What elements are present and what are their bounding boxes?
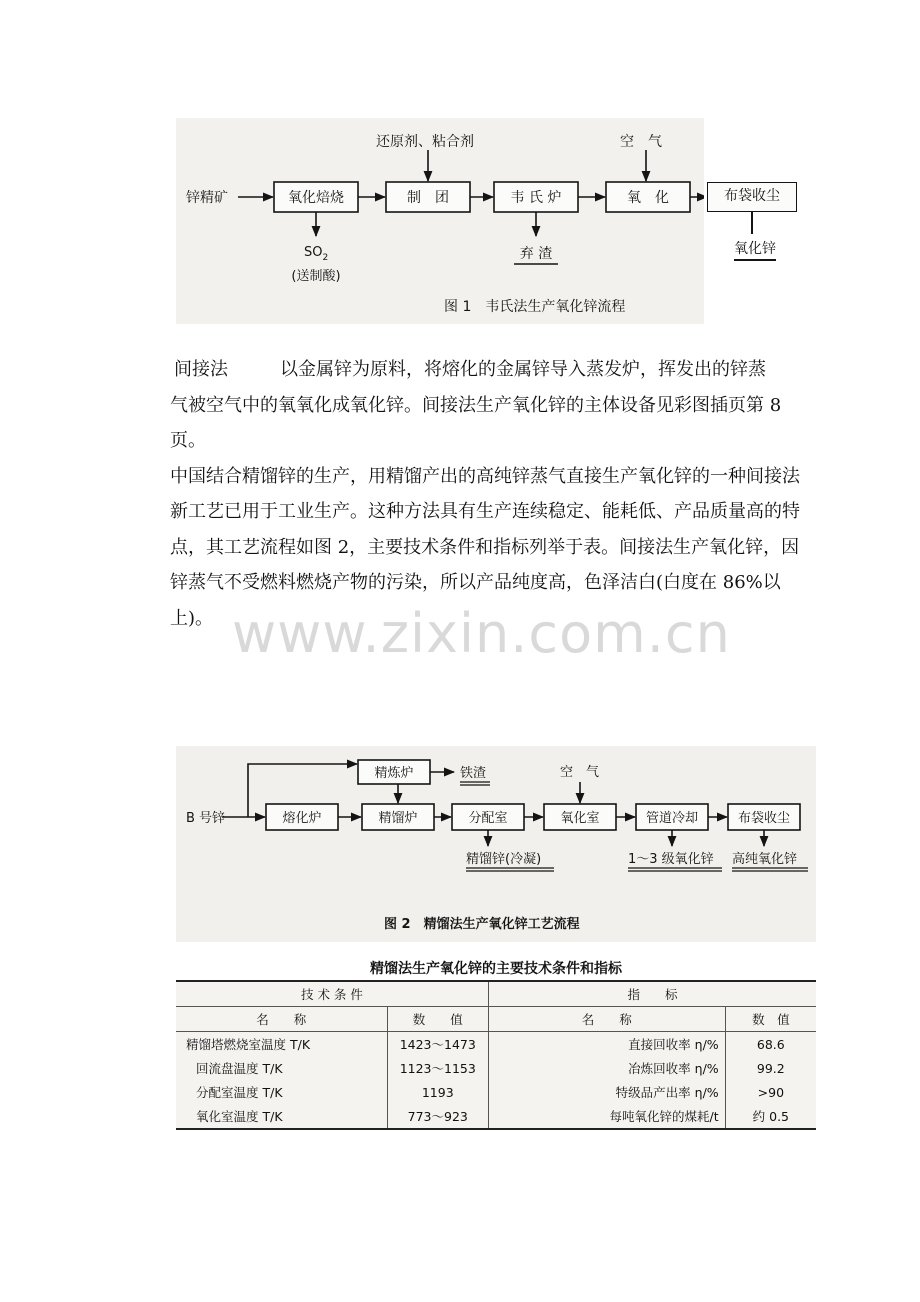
table-cell: >90 xyxy=(757,1084,785,1100)
watermark: www.zixin.com.cn xyxy=(232,602,731,665)
output-rectified-zinc: 精馏锌(冷凝) xyxy=(466,852,542,867)
column-header-name-2: 名 称 xyxy=(488,1007,725,1032)
node-refining-furnace-label: 精炼炉 xyxy=(374,766,414,781)
node-oxidation-label: 氧 化 xyxy=(627,190,669,206)
table-cell: 特级品产出率 η/% xyxy=(488,1080,725,1104)
group-header-indicators: 指 标 xyxy=(488,981,816,1007)
paragraph-label: 间接法 xyxy=(174,359,228,380)
output-slag: 弃 渣 xyxy=(519,246,553,262)
group-header-conditions: 技 术 条 件 xyxy=(176,981,488,1007)
input-air: 空 气 xyxy=(620,134,662,150)
paragraph-text-1: 以金属锌为原料，将熔化的金属锌导入蒸发炉，挥发出的锌蒸 xyxy=(280,359,766,380)
table-cell: 每吨氧化锌的煤耗/t xyxy=(488,1104,725,1129)
node-wetherill-label: 韦 氏 炉 xyxy=(510,190,562,206)
table-cell: 1123～1153 xyxy=(387,1056,488,1080)
table-cell: 773～923 xyxy=(387,1104,488,1129)
column-header-value-1: 数 值 xyxy=(387,1007,488,1032)
figure-2-svg xyxy=(176,746,816,942)
table-cell: 直接回收率 η/% xyxy=(488,1032,725,1057)
node-baghouse-2-label: 布袋收尘 xyxy=(737,811,791,826)
node-zinc-concentrate: 锌精矿 xyxy=(186,190,228,206)
figure-2-flowchart xyxy=(176,746,816,942)
output-so2: $SO_2$ xyxy=(304,245,329,263)
table-row xyxy=(176,1104,816,1129)
paragraph-line-2: 气被空气中的氧氧化成氧化锌。间接法生产氧化锌的主体设备见彩图插页第 8 页。 xyxy=(170,394,782,451)
table-title: 精馏法生产氧化锌的主要技术条件和指标 xyxy=(370,961,622,977)
node-b-zinc: B 号锌 xyxy=(186,811,226,826)
node-rectifying-furnace-label: 精馏炉 xyxy=(378,811,418,826)
figure-1-svg xyxy=(176,118,704,324)
table-cell: 1423～1473 xyxy=(387,1032,488,1057)
output-high-purity-zinc-oxide: 高纯氧化锌 xyxy=(732,852,798,867)
figure-1-flowchart xyxy=(176,118,704,324)
table-cell: 68.6 xyxy=(756,1036,785,1052)
paragraph-line-1 xyxy=(170,352,810,388)
table-cell: 回流盘温度 T/K xyxy=(176,1056,387,1080)
paragraph-line-6: 锌蒸气不受燃料燃烧产物的污染，所以产品纯度高，色泽洁白(白度在 86%以 xyxy=(170,572,781,593)
table-cell: 99.2 xyxy=(756,1060,785,1076)
table-group-header-row xyxy=(176,981,816,1007)
paragraph-line-4: 新工艺已用于工业生产。这种方法具有生产连续稳定、能耗低、产品质量高的特 xyxy=(170,501,800,522)
figure-2-caption: 图 2 精馏法生产氧化锌工艺流程 xyxy=(384,917,580,932)
table-cell: 分配室温度 T/K xyxy=(176,1080,387,1104)
node-pipe-cooling-label: 管道冷却 xyxy=(645,811,699,826)
table-cell: 精馏塔燃烧室温度 T/K xyxy=(176,1032,387,1057)
node-roasting-label: 氧化焙烧 xyxy=(288,190,344,206)
table-row xyxy=(176,1032,816,1057)
paragraph-line-5: 点，其工艺流程如图 2，主要技术条件和指标列举于表。间接法生产氧化锌，因 xyxy=(170,536,800,558)
node-melting-furnace-label: 熔化炉 xyxy=(282,811,322,826)
table-row xyxy=(176,1080,816,1104)
table-cell: 约 0.5 xyxy=(725,1104,816,1129)
output-grade-1-3-zinc-oxide: 1～3 级氧化锌 xyxy=(628,852,714,867)
output-acid-note: (送制酸) xyxy=(291,269,341,284)
body-paragraph xyxy=(170,352,810,636)
output-zinc-oxide: 氧化锌 xyxy=(734,238,776,261)
node-distribution-chamber-label: 分配室 xyxy=(468,811,508,826)
input-air-2: 空 气 xyxy=(560,765,600,780)
table-column-header-row xyxy=(176,1007,816,1032)
column-header-value-2: 数 值 xyxy=(725,1007,816,1032)
arrow-baghouse-down xyxy=(751,212,753,234)
input-reductant-binder: 还原剂、粘合剂 xyxy=(376,134,474,150)
node-baghouse-box: 布袋收尘 xyxy=(707,182,797,212)
node-oxidation-chamber-label: 氧化室 xyxy=(560,811,600,826)
tech-table xyxy=(176,980,816,1130)
paragraph-line-3: 中国结合精馏锌的生产，用精馏产出的高纯锌蒸气直接生产氧化锌的一种间接法 xyxy=(170,465,800,487)
figure-1-caption: 图 1 韦氏法生产氧化锌流程 xyxy=(444,299,626,315)
table-cell: 1193 xyxy=(387,1080,488,1104)
paragraph-line-7: 上)。 xyxy=(170,607,214,629)
column-header-name-1: 名 称 xyxy=(176,1007,387,1032)
output-iron-slag: 铁渣 xyxy=(460,766,487,781)
table-cell: 氧化室温度 T/K xyxy=(176,1104,387,1129)
table-cell: 冶炼回收率 η/% xyxy=(488,1056,725,1080)
table-row xyxy=(176,1056,816,1080)
node-briquetting-label: 制 团 xyxy=(407,190,449,206)
